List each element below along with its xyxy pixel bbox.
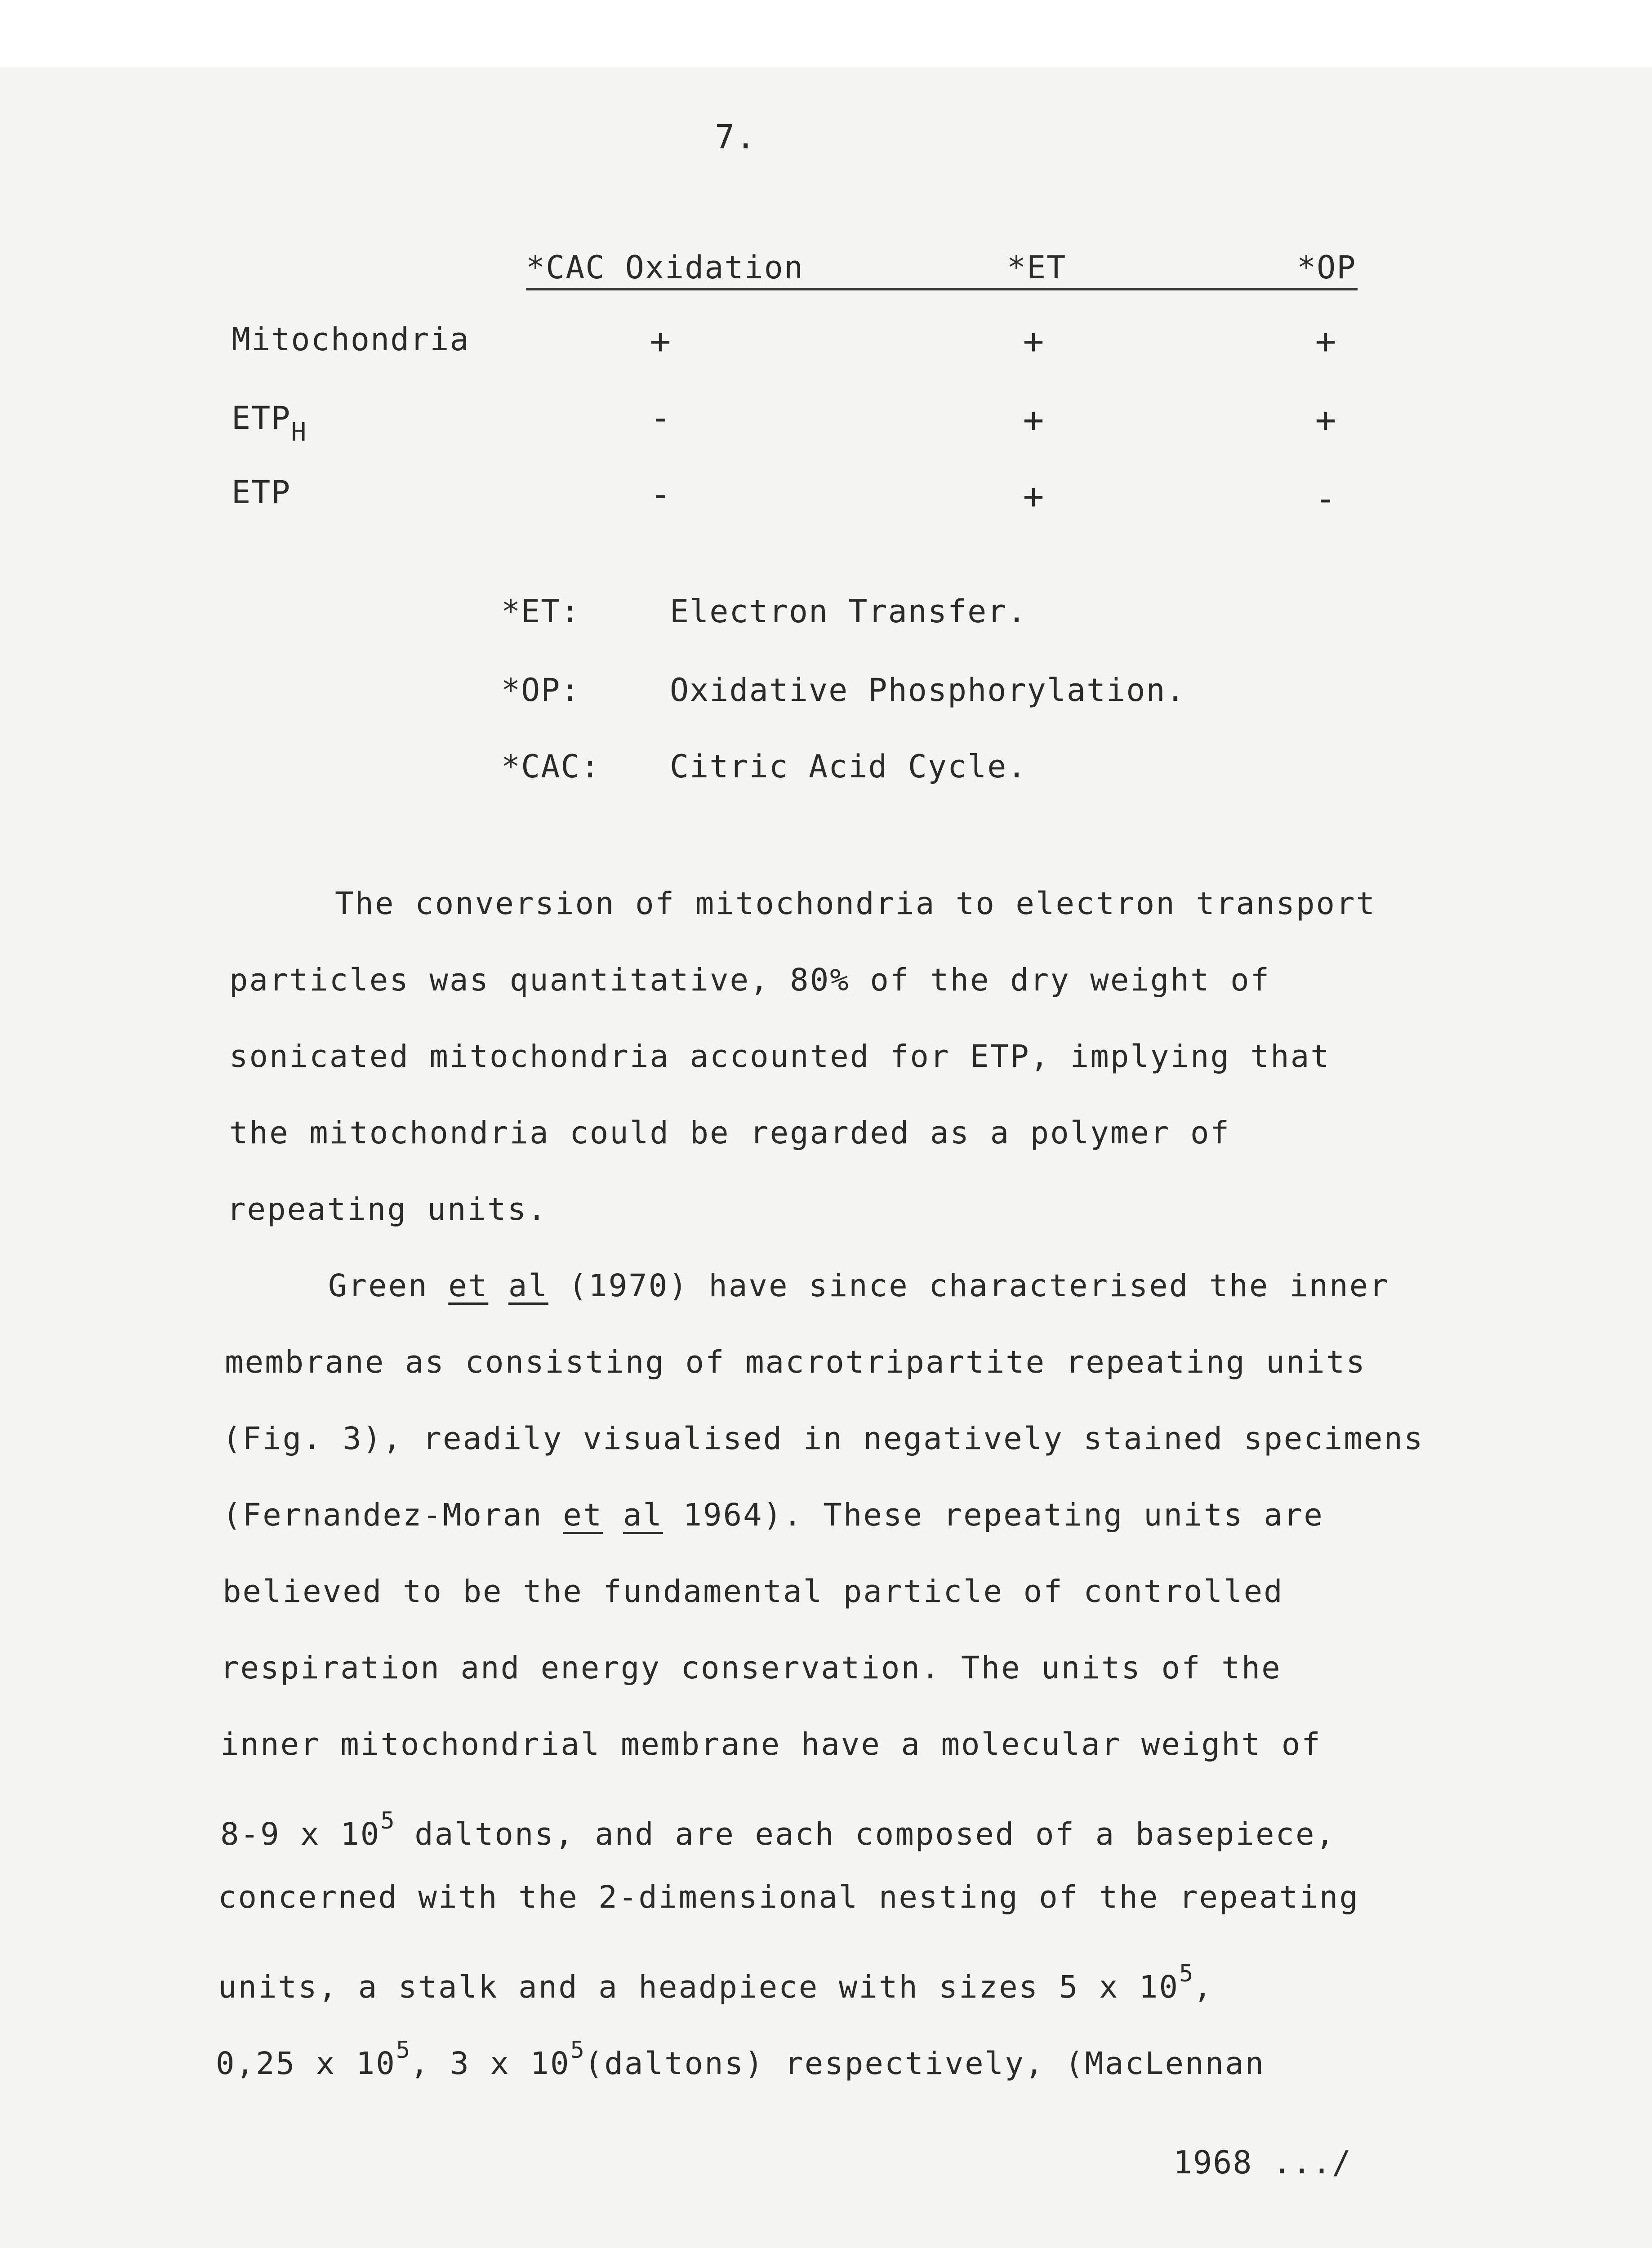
line-text: 1964). These repeating units are <box>663 1497 1324 1533</box>
paragraph-line <box>223 1497 1324 1533</box>
citation-et: et <box>563 1497 603 1533</box>
line-text: units, a stalk and a headpiece with sizes 5 x 10 <box>218 1969 1179 2005</box>
cell-etph-et: + <box>1023 400 1045 441</box>
paragraph-line: sonicated mitochondria accounted for ETP, implying that <box>229 1039 1331 1075</box>
row-label-subscript: H <box>291 418 307 447</box>
line-text: daltons, and are each composed of a basepiece, <box>394 1816 1336 1852</box>
line-text: 0,25 x 10 <box>216 2046 396 2082</box>
table-header-rule <box>526 288 1358 290</box>
paragraph-line <box>328 1268 1389 1304</box>
cell-mitochondria-op: + <box>1315 321 1337 362</box>
superscript-exponent: 5 <box>380 1807 395 1834</box>
superscript-exponent: 5 <box>1179 1960 1193 1987</box>
definition-text-et: Electron Transfer. <box>670 593 1027 630</box>
line-text: (1970) have since characterised the inner <box>548 1268 1389 1304</box>
paragraph-line: believed to be the fundamental particle of controlled <box>223 1574 1284 1610</box>
paragraph-line: particles was quantitative, 80% of the dry weight of <box>229 962 1271 998</box>
definition-term-cac: *CAC: <box>501 748 601 785</box>
paragraph-line: concerned with the 2-dimensional nesting of the repeating <box>218 1879 1359 1915</box>
paragraph-line: respiration and energy conservation. The units of the <box>220 1650 1282 1686</box>
line-text: Green <box>328 1268 449 1304</box>
superscript-exponent: 5 <box>570 2037 584 2064</box>
cell-etph-op: + <box>1315 400 1337 441</box>
definition-term-et: *ET: <box>501 593 581 630</box>
cell-etp-op: - <box>1315 479 1337 519</box>
paragraph-line <box>220 1803 1336 1852</box>
paragraph-line: (Fig. 3), readily visualised in negatively stained specimens <box>223 1421 1424 1457</box>
citation-al: al <box>623 1497 663 1533</box>
line-text: 8-9 x 10 <box>220 1816 381 1852</box>
row-label-text: Mitochondria <box>232 321 470 358</box>
row-label-etp <box>232 474 291 510</box>
cell-etph-cac: - <box>650 398 672 438</box>
cell-etp-et: + <box>1023 477 1045 517</box>
page-continuation-footer: 1968 .../ <box>1173 2144 1352 2181</box>
top-margin <box>0 0 1652 67</box>
line-text: , <box>1193 1969 1213 2005</box>
definition-term-op: *OP: <box>501 672 581 709</box>
row-label-etp-h <box>232 400 307 450</box>
line-text: , 3 x 10 <box>410 2046 570 2082</box>
column-header-cac-oxidation: *CAC Oxidation <box>526 249 804 286</box>
line-text: (Fernandez-Moran <box>223 1497 563 1533</box>
definition-text-op: Oxidative Phosphorylation. <box>670 672 1186 709</box>
paragraph-line: inner mitochondrial membrane have a molecular weight of <box>220 1726 1322 1762</box>
paragraph-line <box>216 2032 1265 2082</box>
cell-mitochondria-et: + <box>1023 321 1045 362</box>
document-page <box>0 67 1652 2248</box>
paragraph-line: membrane as consisting of macrotripartite repeating units <box>225 1344 1366 1380</box>
column-header-et: *ET <box>1007 249 1067 286</box>
superscript-exponent: 5 <box>396 2037 410 2064</box>
cell-mitochondria-cac: + <box>650 321 672 362</box>
cell-etp-cac: - <box>650 474 672 515</box>
definition-text-cac: Citric Acid Cycle. <box>670 748 1027 785</box>
citation-al: al <box>508 1268 548 1304</box>
paragraph-line: the mitochondria could be regarded as a polymer of <box>229 1115 1231 1151</box>
line-text: (daltons) respectively, (MacLennan <box>584 2046 1265 2082</box>
line-text <box>603 1497 623 1533</box>
paragraph-line <box>218 1956 1213 2005</box>
line-text <box>488 1268 508 1304</box>
row-label-text: ETP <box>232 400 291 437</box>
paragraph-line: repeating units. <box>227 1191 548 1227</box>
row-label-text: ETP <box>232 474 291 511</box>
citation-et: et <box>448 1268 489 1304</box>
row-label-mitochondria <box>232 321 470 357</box>
page-number: 7. <box>715 118 757 156</box>
paragraph-line: The conversion of mitochondria to electron transport <box>335 886 1376 922</box>
column-header-op: *OP <box>1297 249 1357 286</box>
